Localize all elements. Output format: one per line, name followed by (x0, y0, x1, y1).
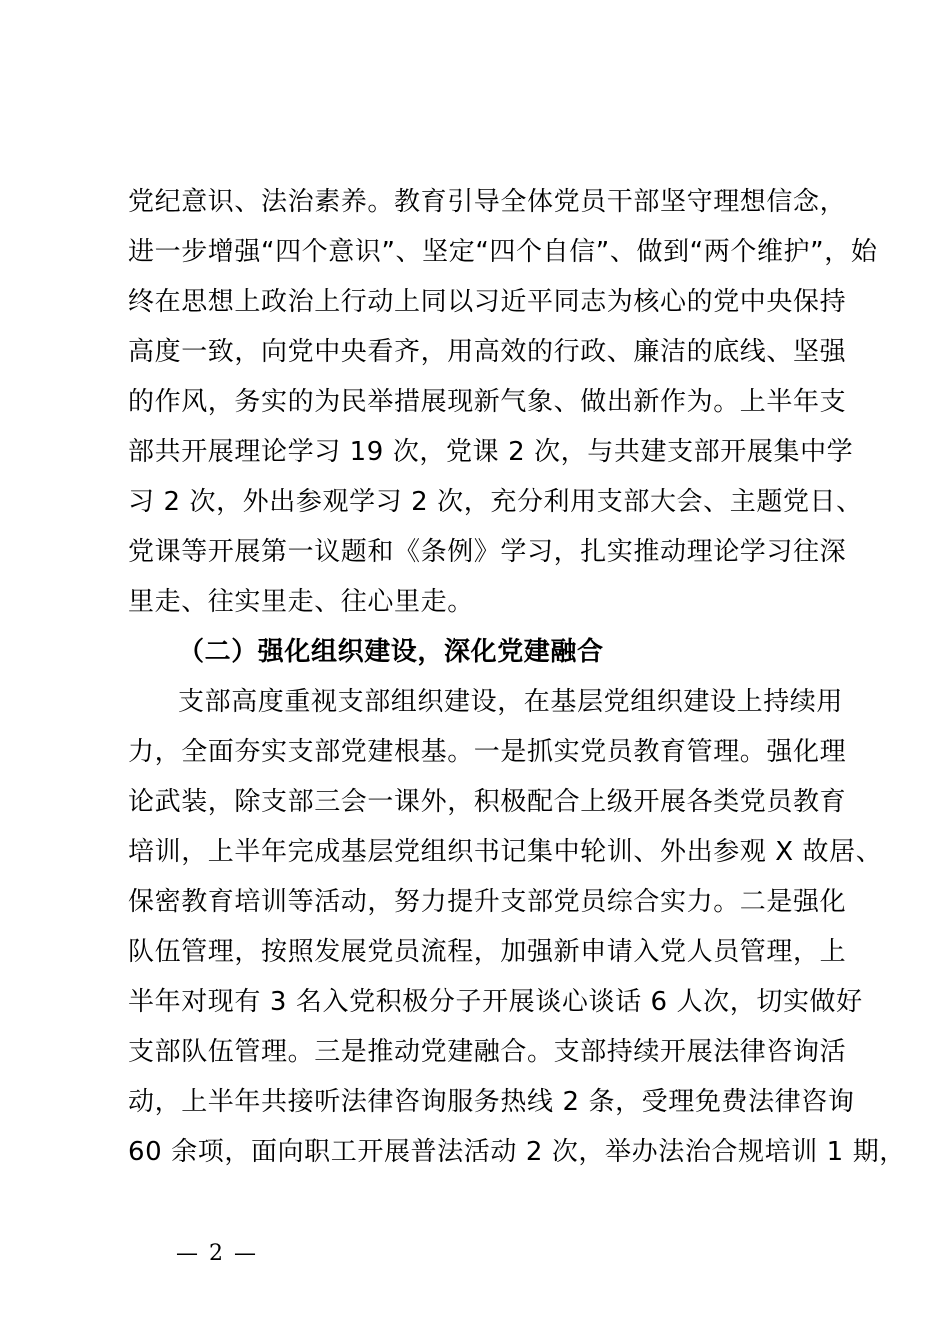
body-text-line: 党纪意识、法治素养。教育引导全体党员干部坚守理想信念， (128, 187, 847, 217)
body-text-line: 动，上半年共接听法律咨询服务热线 2 条，受理免费法律咨询 (128, 1087, 855, 1117)
page-number: — 2 — (176, 1241, 258, 1266)
body-text-line: 队伍管理，按照发展党员流程，加强新申请入党人员管理，上 (128, 937, 847, 967)
body-text-line: 保密教育培训等活动，努力提升支部党员综合实力。二是强化 (128, 887, 847, 917)
body-text-line: 终在思想上政治上行动上同以习近平同志为核心的党中央保持 (128, 287, 847, 317)
body-text-line: 支部队伍管理。三是推动党建融合。支部持续开展法律咨询活 (128, 1037, 847, 1067)
body-text-line: 支部高度重视支部组织建设，在基层党组织建设上持续用 (178, 687, 844, 717)
body-text-line: 部共开展理论学习 19 次，党课 2 次，与共建支部开展集中学 (128, 437, 854, 467)
body-text-line: 的作风，务实的为民举措展现新气象、做出新作为。上半年支 (128, 387, 847, 417)
body-text-line: 半年对现有 3 名入党积极分子开展谈心谈话 6 人次，切实做好 (128, 987, 863, 1017)
body-text-line: 60 余项，面向职工开展普法活动 2 次，举办法治合规培训 1 期， (128, 1137, 906, 1167)
body-text-line: 进一步增强“四个意识”、坚定“四个自信”、做到“两个维护”，始 (128, 237, 878, 267)
body-text-line: 高度一致，向党中央看齐，用高效的行政、廉洁的底线、坚强 (128, 337, 847, 367)
body-text-line: 培训，上半年完成基层党组织书记集中轮训、外出参观 X 故居、 (128, 837, 883, 867)
body-text-line: 党课等开展第一议题和《条例》学习，扎实推动理论学习往深 (128, 537, 847, 567)
body-text-line: 习 2 次，外出参观学习 2 次，充分利用支部大会、主题党日、 (128, 487, 863, 517)
body-text-line: 里走、往实里走、往心里走。 (128, 587, 474, 617)
section-heading: （二）强化组织建设，深化党建融合 (178, 637, 604, 667)
body-text-line: 论武装，除支部三会一课外，积极配合上级开展各类党员教育 (128, 787, 847, 817)
body-text-line: 力，全面夯实支部党建根基。一是抓实党员教育管理。强化理 (128, 737, 847, 767)
